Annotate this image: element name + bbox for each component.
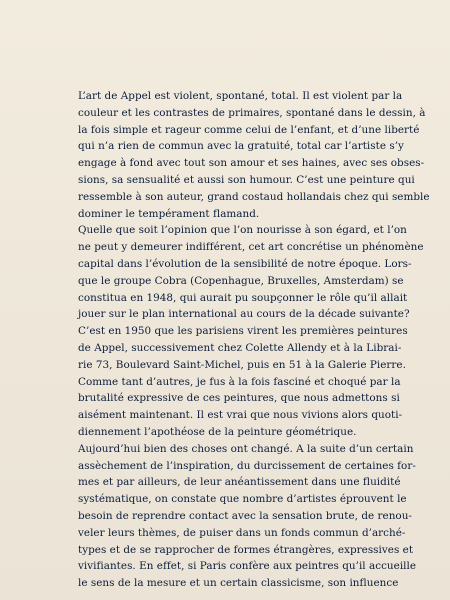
text-line: ressemble à son auteur, grand costaud hollandais chez qui semble xyxy=(78,190,430,203)
text-line: veler leurs thèmes, de puiser dans un fonds commun d’arché- xyxy=(78,526,406,539)
text-line: Aujourd’hui bien des choses ont changé. A la suite d’un certain xyxy=(78,442,414,455)
text-line: systématique, on constate que nombre d’artistes éprouvent le xyxy=(78,493,407,506)
text-line: que le groupe Cobra (Copenhague, Bruxelles, Amsterdam) se xyxy=(78,274,404,287)
paragraph-today-changes xyxy=(78,441,417,592)
text-line: assèchement de l’inspiration, du durcissement de certaines for- xyxy=(78,459,416,472)
text-line: constitua en 1948, qui aurait pu soupçonner le rôle qu’il allait xyxy=(78,291,408,304)
text-line: rie 73, Boulevard Saint-Michel, puis en 51 à la Galerie Pierre. xyxy=(78,358,406,371)
essay-text xyxy=(78,88,430,592)
paragraph-appel-art xyxy=(78,88,430,222)
text-line: ne peut y demeurer indifférent, cet art concrétise un phénomène xyxy=(78,241,424,254)
text-line: dominer le tempérament flamand. xyxy=(78,207,260,220)
text-line: jouer sur le plan international au cours de la décade suivante? xyxy=(78,308,410,321)
text-line: de Appel, successivement chez Colette Allendy et à la Librai- xyxy=(78,341,402,354)
text-line: engage à fond avec tout son amour et ses haines, avec ses obses- xyxy=(78,157,425,170)
text-line: diennement l’apothéose de la peinture géométrique. xyxy=(78,425,357,438)
text-line: brutalité expressive de ces peintures, que nous admettons si xyxy=(78,392,400,405)
text-line: mes et par ailleurs, de leur anéantissement dans une fluidité xyxy=(78,476,401,489)
text-line: la fois simple et rageur comme celui de l’enfant, et d’une liberté xyxy=(78,123,420,136)
text-line: le sens de la mesure et un certain classicisme, son influence xyxy=(78,577,399,590)
text-line: couleur et les contrastes de primaires, spontané dans le dessin, à xyxy=(78,106,426,119)
text-line: types et de se rapprocher de formes étrangères, expressives et xyxy=(78,543,414,556)
text-line: aisément maintenant. Il est vrai que nous vivions alors quoti- xyxy=(78,409,403,422)
text-line: capital dans l’évolution de la sensibilité de notre époque. Lors- xyxy=(78,257,412,270)
text-line: sions, sa sensualité et aussi son humour. C’est une peinture qui xyxy=(78,173,415,186)
text-line: Comme tant d’autres, je fus à la fois fasciné et choqué par la xyxy=(78,375,401,388)
text-line: L’art de Appel est violent, spontané, total. Il est violent par la xyxy=(78,90,403,102)
text-line: vivifiantes. En effet, si Paris confère aux peintres qu’il accueille xyxy=(78,560,417,573)
text-line: C’est en 1950 que les parisiens virent les premières peintures xyxy=(78,325,408,338)
paragraph-cobra-group xyxy=(78,222,424,440)
text-line: Quelle que soit l’opinion que l’on nourisse à son égard, et l’on xyxy=(78,224,407,237)
text-line: besoin de reprendre contact avec la sensation brute, de renou- xyxy=(78,509,412,522)
text-line: qui n’a rien de commun avec la gratuité, total car l’artiste s’y xyxy=(78,140,404,153)
